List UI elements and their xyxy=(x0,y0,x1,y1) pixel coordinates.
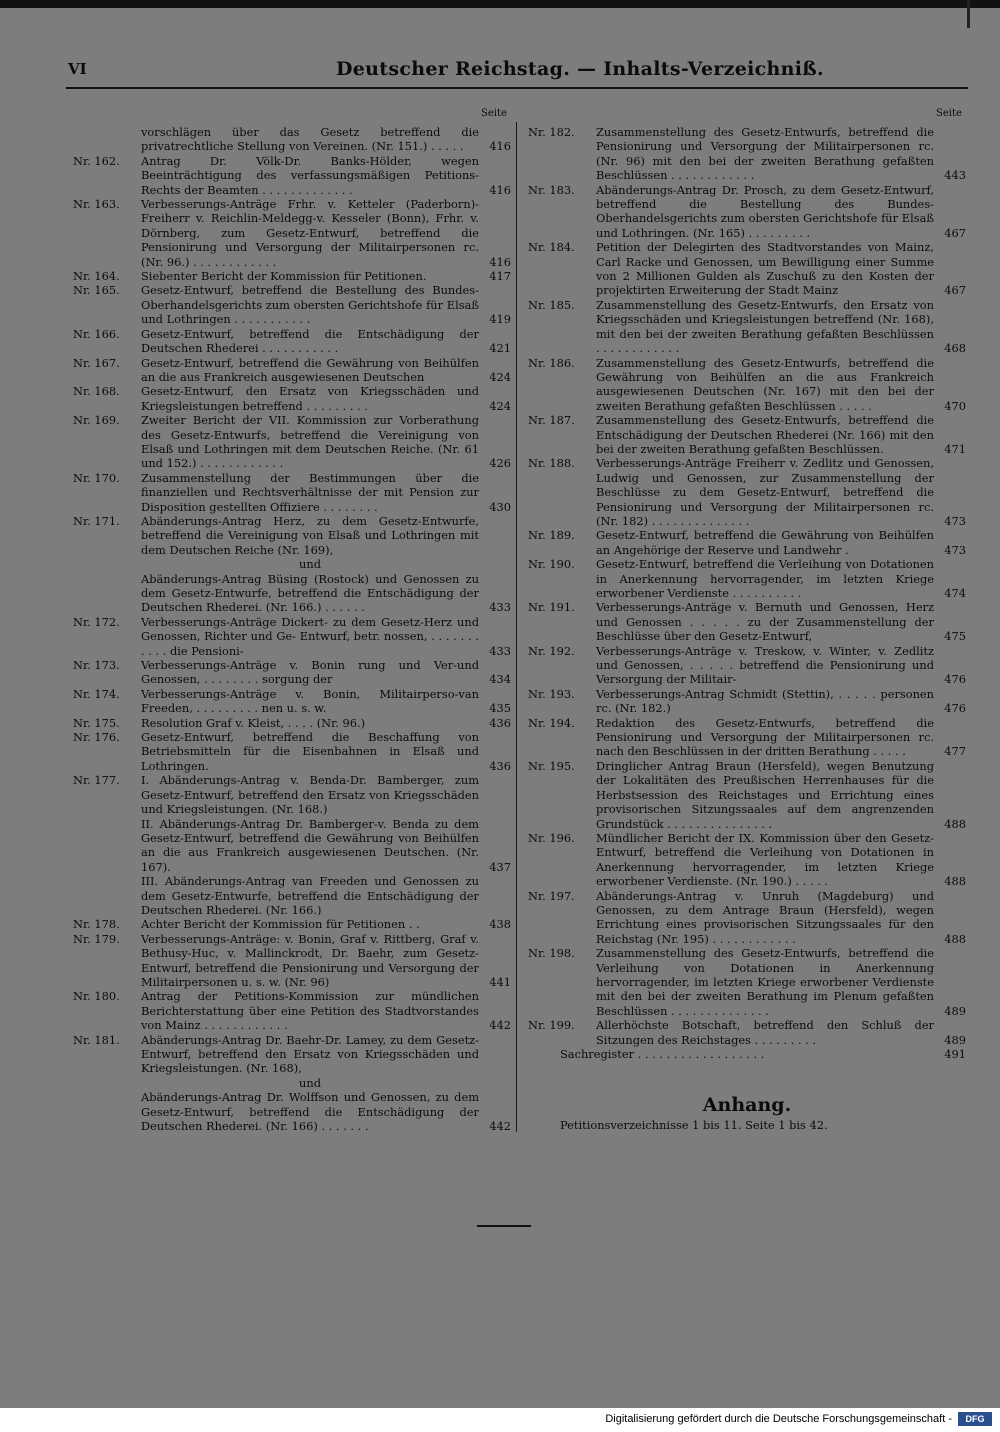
entry-body xyxy=(141,197,511,269)
left-entry xyxy=(73,989,511,1032)
entry-body xyxy=(141,557,511,571)
entry-page: 424 xyxy=(489,398,511,413)
entry-body xyxy=(596,687,966,716)
right-entry xyxy=(528,946,966,1018)
scan-mark xyxy=(967,0,970,28)
entry-text: Allerhöchste Botschaft, betreffend den Schluß der Sitzungen des Reichstages . . . . . . . . . xyxy=(596,1018,934,1047)
entry-number: Nr. 199. xyxy=(528,1018,575,1033)
entry-page: 491 xyxy=(944,1047,966,1061)
entry-text: III. Abänderungs-Antrag van Freeden und Genossen zu dem Gesetz-Entwurfe, betreffend die Entschädigung der Deutschen Rhederei. (Nr. 166.) xyxy=(141,874,479,917)
entry-body xyxy=(141,932,511,990)
entry-page: 470 xyxy=(944,398,966,413)
right-entry xyxy=(528,456,966,528)
entry-text: Verbesserungs-Anträge v. Bonin, Militairperso-van Freeden, . . . . . . . . . nen u. s. w. xyxy=(141,686,479,716)
left-entry xyxy=(73,1090,511,1133)
right-entry xyxy=(528,528,966,557)
entry-page: 424 xyxy=(489,369,511,384)
entry-number: Nr. 184. xyxy=(528,240,575,255)
entry-page: 434 xyxy=(489,672,511,687)
appendix-line: Petitionsverzeichnisse 1 bis 11. Seite 1 bis 42. xyxy=(560,1118,828,1132)
entry-text: Verbesserungs-Anträge v. Treskow, v. Winter, v. Zedlitz und Genossen, . . . . . betreffend die Pensionirung und Versorgung der Militair- xyxy=(596,643,934,687)
entry-body xyxy=(596,716,966,759)
entry-page: 430 xyxy=(489,499,511,514)
entry-number: Nr. 175. xyxy=(73,715,120,730)
top-scan-edge xyxy=(0,0,1000,8)
entry-page: 488 xyxy=(944,931,966,946)
entry-page: 435 xyxy=(489,701,511,716)
right-entry xyxy=(528,759,966,831)
entry-page: 477 xyxy=(944,744,966,759)
entry-text: und xyxy=(299,1075,321,1090)
entry-body xyxy=(596,889,966,947)
entry-page: 416 xyxy=(489,182,511,197)
right-entry xyxy=(528,600,966,643)
entry-body xyxy=(141,356,511,385)
right-entry xyxy=(528,413,966,456)
entry-body xyxy=(596,240,966,298)
entry-text: Abänderungs-Antrag Dr. Baehr-Dr. Lamey, zu dem Gesetz-Entwurf, betreffend den Ersatz von Kriegsschäden und Kriegsleistungen. (Nr. 168), xyxy=(141,1032,479,1076)
entry-page: 473 xyxy=(944,542,966,557)
entry-body xyxy=(141,125,511,154)
entry-body xyxy=(596,831,966,889)
entry-page: 471 xyxy=(944,441,966,456)
entry-body xyxy=(141,615,511,658)
entry-text: Abänderungs-Antrag Herz, zu dem Gesetz-Entwurfe, betreffend die Vereinigung von Elsaß und Lothringen mit dem Deutschen Reiche (Nr. 169), xyxy=(141,513,479,557)
entry-number: Nr. 187. xyxy=(528,413,575,428)
entry-body xyxy=(141,730,511,773)
right-entry xyxy=(528,831,966,889)
entry-number: Nr. 166. xyxy=(73,326,120,341)
entry-text: Mündlicher Bericht der IX. Kommission über den Gesetz-Entwurf, betreffend die Verleihung von Dotationen in Anerkennung hervorragender, im letzten Kriege erworbener Verdienste. (Nr. 190.) . . . . . xyxy=(596,830,934,889)
entry-text: II. Abänderungs-Antrag Dr. Bamberger-v. Benda zu dem Gesetz-Entwurf, betreffend die Gewährung von Beihülfen an die aus Frankreich ausgewiesenen Deutschen. (Nr. 167). xyxy=(141,816,479,874)
entry-body xyxy=(141,716,511,730)
left-entry xyxy=(73,327,511,356)
entry-body xyxy=(141,773,511,816)
left-entry xyxy=(73,557,511,571)
left-entry xyxy=(73,687,511,716)
entry-text: Gesetz-Entwurf, betreffend die Gewährung von Beihülfen an Angehörige der Reserve und Landwehr . xyxy=(596,528,934,557)
entry-page: 436 xyxy=(489,758,511,773)
entry-page: 442 xyxy=(489,1018,511,1033)
entry-text: Siebenter Bericht der Kommission für Petitionen. xyxy=(141,269,427,284)
left-entry xyxy=(73,356,511,385)
entry-text: Abänderungs-Antrag v. Unruh (Magdeburg) und Genossen, zu dem Antrage Braun (Hersfeld), wegen Errichtung eines provisorischen Sitzungssaales für den Reichstag (Nr. 195) . . . . . . . . . . . . xyxy=(596,888,934,946)
entry-page: 421 xyxy=(489,341,511,356)
right-entry xyxy=(528,125,966,183)
entry-text: Zusammenstellung des Gesetz-Entwurfs, betreffend die Gewährung von Beihülfen an die aus Frankreich ausgewiesenen Deutschen (Nr. 167) mit den bei der zweiten Berathung gefaßten Beschlüssen . . . . . xyxy=(596,355,934,413)
header-rule xyxy=(66,87,968,89)
right-entry xyxy=(528,687,966,716)
entry-body xyxy=(560,1047,966,1061)
entry-page: 441 xyxy=(489,974,511,989)
entry-body xyxy=(141,817,511,875)
dfg-logo: DFG xyxy=(958,1412,992,1426)
entry-page: 467 xyxy=(944,225,966,240)
entry-text: Gesetz-Entwurf, betreffend die Beschaffung von Betriebsmitteln für die Eisenbahnen in Elsaß und Lothringen. xyxy=(141,730,479,773)
entry-page: 417 xyxy=(489,269,511,284)
left-entry xyxy=(73,817,511,875)
left-entry xyxy=(73,269,511,283)
entry-body xyxy=(141,917,511,931)
right-entry xyxy=(528,356,966,414)
entry-body xyxy=(141,384,511,413)
entry-page: 475 xyxy=(944,629,966,644)
left-entry xyxy=(73,283,511,326)
column-divider xyxy=(516,122,517,1132)
left-entry xyxy=(73,932,511,990)
entry-page: 488 xyxy=(944,816,966,831)
entry-text: Zusammenstellung des Gesetz-Entwurfs, betreffend die Entschädigung der Deutschen Rhederei (Nr. 166) mit den bei der zweiten Berathung gefaßten Beschlüssen. xyxy=(596,413,934,456)
entry-page: 489 xyxy=(944,1032,966,1047)
right-entry xyxy=(528,183,966,241)
entry-number: Nr. 163. xyxy=(73,197,120,212)
entry-page: 489 xyxy=(944,1003,966,1018)
left-entry xyxy=(73,572,511,615)
entry-body xyxy=(596,356,966,414)
right-entry xyxy=(528,240,966,298)
entry-body xyxy=(141,874,511,917)
seite-label-right: Seite xyxy=(936,108,962,119)
right-entry xyxy=(528,716,966,759)
entry-body xyxy=(596,528,966,557)
entry-page: 433 xyxy=(489,643,511,658)
footer-credit: Digitalisierung gefördert durch die Deutsche Forschungsgemeinschaft - xyxy=(605,1413,952,1425)
entry-number: Nr. 169. xyxy=(73,413,120,428)
left-entry xyxy=(73,773,511,816)
entry-body xyxy=(596,557,966,600)
end-rule xyxy=(477,1225,531,1227)
left-entry xyxy=(73,917,511,931)
left-entry xyxy=(73,874,511,917)
entry-number: Nr. 182. xyxy=(528,125,575,139)
entry-text: Zusammenstellung des Gesetz-Entwurfs, betreffend die Verleihung von Dotationen in Anerkennung hervorragender, im letzten Kriege erworbener Verdienste mit den bei der zweiten Berathung im Plenum gefaßten Beschlüssen . . . . . . . . . . . . . . xyxy=(596,946,934,1018)
left-entry xyxy=(73,413,511,471)
entry-number: Nr. 195. xyxy=(528,758,575,773)
appendix-title: Anhang. xyxy=(702,1094,792,1116)
entry-body xyxy=(141,1090,511,1133)
entry-text: Verbesserungs-Anträge Freiherr v. Zedlitz und Genossen, Ludwig und Genossen, zur Zusammenstellung der Beschlüsse zu dem Gesetz-Entwurf, betreffend die Pensionirung und Versorgung der Militairpersonen rc. (Nr. 182) . . . . . . . . . . . . . . xyxy=(596,456,934,528)
entry-number: Nr. 170. xyxy=(73,470,120,485)
entry-text: Dringlicher Antrag Braun (Hersfeld), wegen Benutzung der Lokalitäten des Preußischen Herrenhauses für die Herbstsession des Reichstages und Errichtung eines provisorischen Sitzungssaales auf dem angrenzenden Grundstück . . . . . . . . . . . . . . . xyxy=(596,758,934,831)
entry-page: 467 xyxy=(944,283,966,298)
left-column xyxy=(73,125,511,1133)
right-entry xyxy=(528,557,966,600)
entry-number: Nr. 194. xyxy=(528,715,575,730)
right-entry xyxy=(560,1047,966,1061)
entry-body xyxy=(596,600,966,643)
entry-number: Nr. 177. xyxy=(73,773,120,788)
entry-number xyxy=(73,1076,141,1090)
entry-body xyxy=(596,125,966,183)
entry-text: Gesetz-Entwurf, betreffend die Verleihung von Dotationen in Anerkennung hervorragender, im letzten Kriege erworbener Verdienste . . . . . . . . . . xyxy=(596,557,934,600)
entry-page: 488 xyxy=(944,874,966,889)
entry-text: Verbesserungs-Anträge Frhr. v. Ketteler (Paderborn)-Freiherr v. Reichlin-Meldegg-v. Kesseler (Bonn), Frhr. v. Dörnberg, zum Gesetz-Entwurf, betreffend die Pensionirung und Versorgung der Militairpersonen rc. (Nr. 96.) . . . . . . . . . . . . xyxy=(141,197,479,269)
entry-number: Nr. 186. xyxy=(528,355,575,370)
entry-body xyxy=(596,456,966,528)
left-entry xyxy=(73,730,511,773)
right-entry xyxy=(528,298,966,356)
entry-text: Resolution Graf v. Kleist, . . . . (Nr. 96.) xyxy=(141,715,366,730)
entry-number xyxy=(73,125,141,154)
entry-number xyxy=(73,557,141,571)
entry-number: Nr. 197. xyxy=(528,888,575,903)
entry-text: Verbesserungs-Antrag Schmidt (Stettin), . . . . . personen rc. (Nr. 182.) xyxy=(596,686,934,716)
entry-page: 416 xyxy=(489,139,511,154)
entry-text: Zweiter Bericht der VII. Kommission zur Vorberathung des Gesetz-Entwurfs, betreffend die Vereinigung von Elsaß und Lothringen mit dem Deutschen Reiche. (Nr. 61 und 152.) . . . . . . . . . . . . xyxy=(141,413,479,471)
left-entry xyxy=(73,154,511,197)
entry-text: vorschlägen über das Gesetz betreffend die privatrechtliche Stellung von Vereinen. (Nr. 151.) . . . . . xyxy=(141,125,479,154)
entry-body xyxy=(141,413,511,471)
left-entry xyxy=(73,384,511,413)
entry-body xyxy=(596,1018,966,1047)
entry-body xyxy=(141,658,511,687)
entry-body xyxy=(141,514,511,557)
entry-page: 437 xyxy=(489,859,511,874)
entry-number: Nr. 183. xyxy=(528,182,575,197)
entry-number: Nr. 180. xyxy=(73,989,120,1004)
entry-text: Gesetz-Entwurf, betreffend die Gewährung von Beihülfen an die aus Frankreich ausgewiesenen Deutschen xyxy=(141,355,479,384)
left-entry xyxy=(73,658,511,687)
seite-label-left: Seite xyxy=(481,108,507,119)
entry-number: Nr. 165. xyxy=(73,283,120,298)
entry-number xyxy=(73,1090,141,1133)
entry-number: Nr. 162. xyxy=(73,153,120,168)
right-entry xyxy=(528,1018,966,1047)
entry-page: 416 xyxy=(489,254,511,269)
entry-number: Nr. 192. xyxy=(528,643,575,658)
entry-page: 442 xyxy=(489,1119,511,1134)
entry-number: Nr. 171. xyxy=(73,513,120,528)
entry-number xyxy=(73,572,141,615)
entry-body xyxy=(596,298,966,356)
entry-body xyxy=(141,327,511,356)
entry-number: Nr. 179. xyxy=(73,931,120,946)
right-column xyxy=(528,125,966,1061)
entry-number: Nr. 178. xyxy=(73,917,120,932)
footer-bar xyxy=(0,1408,1000,1432)
entry-body xyxy=(596,644,966,687)
entry-text: Verbesserungs-Anträge v. Bernuth und Genossen, Herz und Genossen . . . . . zu der Zusammenstellung der Beschlüsse über den Gesetz-Entwurf, xyxy=(596,600,934,644)
entry-text: Verbesserungs-Anträge Dickert- zu dem Gesetz-Herz und Genossen, Richter und Ge- Entwurf, betr. nossen, . . . . . . . . . . . die Pensioni- xyxy=(141,614,479,658)
entry-text: Gesetz-Entwurf, betreffend die Entschädigung der Deutschen Rhederei . . . . . . . . . . . xyxy=(141,326,479,356)
entry-page: 476 xyxy=(944,672,966,687)
entry-number: Nr. 167. xyxy=(73,355,120,370)
entry-text: Zusammenstellung des Gesetz-Entwurfs, betreffend die Pensionirung und Versorgung der Militairpersonen rc. (Nr. 96) mit den bei der zweiten Berathung gefaßten Beschlüssen . . . . . . . . . . . . xyxy=(596,125,934,183)
entry-text: Zusammenstellung des Gesetz-Entwurfs, den Ersatz von Kriegsschäden und Kriegsleistungen betreffend (Nr. 168), mit den bei der zweiten Berathung gefaßten Beschlüssen . . . . . . . . . . . . xyxy=(596,297,934,356)
entry-body xyxy=(141,283,511,326)
page-number: VI xyxy=(68,60,87,78)
entry-number: Nr. 190. xyxy=(528,557,575,572)
entry-number: Nr. 176. xyxy=(73,730,120,745)
entry-body xyxy=(596,413,966,456)
entry-text: Abänderungs-Antrag Dr. Prosch, zu dem Gesetz-Entwurf, betreffend die Bestellung des Bundes-Oberhandelsgerichts zum obersten Gerichtshofe für Elsaß und Lothringen. (Nr. 165) . . . . . . . . . xyxy=(596,182,934,240)
left-entry xyxy=(73,1076,511,1090)
entry-body xyxy=(141,989,511,1032)
entry-number: Nr. 172. xyxy=(73,614,120,629)
entry-text: I. Abänderungs-Antrag v. Benda-Dr. Bamberger, zum Gesetz-Entwurf, betreffend den Ersatz von Kriegsschäden und Kriegsleistungen. (Nr. 168.) xyxy=(141,773,479,817)
entry-text: Sachregister . . . . . . . . . . . . . . . . . . xyxy=(560,1047,765,1061)
entry-page: 419 xyxy=(489,312,511,327)
left-entry xyxy=(73,471,511,514)
entry-body xyxy=(141,471,511,514)
entry-page: 476 xyxy=(944,701,966,716)
entry-number xyxy=(73,817,141,875)
entry-text: Redaktion des Gesetz-Entwurfs, betreffend die Pensionirung und Versorgung der Militairpersonen rc. nach den Beschlüssen in der dritten Berathung . . . . . xyxy=(596,715,934,759)
entry-text: Antrag der Petitions-Kommission zur mündlichen Berichterstattung über eine Petition des Stadtvorstandes von Mainz . . . . . . . . . . . . xyxy=(141,989,479,1033)
entry-page: 468 xyxy=(944,341,966,356)
entry-number: Nr. 174. xyxy=(73,686,120,701)
left-entry xyxy=(73,125,511,154)
left-entry xyxy=(73,514,511,557)
entry-text: Verbesserungs-Anträge v. Bonin rung und Ver-und Genossen, . . . . . . . . sorgung der xyxy=(141,658,479,687)
entry-body xyxy=(141,269,511,283)
entry-body xyxy=(141,1033,511,1076)
entry-number: Nr. 173. xyxy=(73,658,120,673)
entry-page: 426 xyxy=(489,456,511,471)
running-title: Deutscher Reichstag. — Inhalts-Verzeichniß. xyxy=(336,58,824,80)
entry-text: Verbesserungs-Anträge: v. Bonin, Graf v. Rittberg, Graf v. Bethusy-Huc, v. Mallinckrodt, Dr. Baehr, zum Gesetz-Entwurf, betreffend die Pensionirung und Versorgung der Militairpersonen u. s. w. (Nr. 96) xyxy=(141,931,479,989)
entry-text: Gesetz-Entwurf, betreffend die Bestellung des Bundes-Oberhandelsgerichts zum obersten Gerichtshofe für Elsaß und Lothringen . . . . . . . . . . . xyxy=(141,283,479,327)
left-entry xyxy=(73,716,511,730)
left-entry xyxy=(73,197,511,269)
entry-number: Nr. 164. xyxy=(73,269,120,284)
entry-page: 474 xyxy=(944,586,966,600)
left-entry xyxy=(73,1033,511,1076)
entry-page: 473 xyxy=(944,513,966,528)
entry-number: Nr. 193. xyxy=(528,686,575,701)
entry-body xyxy=(141,1076,511,1090)
entry-number: Nr. 181. xyxy=(73,1032,120,1047)
entry-page: 436 xyxy=(489,715,511,730)
entry-body xyxy=(141,154,511,197)
entry-text: Abänderungs-Antrag Dr. Wolffson und Genossen, zu dem Gesetz-Entwurf, betreffend die Entschädigung der Deutschen Rhederei. (Nr. 166) . . . . . . . xyxy=(141,1090,479,1134)
entry-number: Nr. 168. xyxy=(73,384,120,399)
entry-number: Nr. 196. xyxy=(528,830,575,845)
entry-number: Nr. 191. xyxy=(528,600,575,615)
entry-body xyxy=(141,572,511,615)
entry-text: Gesetz-Entwurf, den Ersatz von Kriegsschäden und Kriegsleistungen betreffend . . . . . . . . . xyxy=(141,384,479,413)
entry-body xyxy=(596,183,966,241)
entry-text: Zusammenstellung der Bestimmungen über die finanziellen und Rechtsverhältnisse der mit Pension zur Disposition gestellten Offiziere . . . . . . . . xyxy=(141,470,479,514)
entry-page: 438 xyxy=(489,917,511,932)
right-entry xyxy=(528,889,966,947)
right-entry xyxy=(528,644,966,687)
entry-body xyxy=(141,687,511,716)
entry-text: Antrag Dr. Völk-Dr. Banks-Hölder, wegen Beeinträchtigung des verfassungsmäßigen Petitions-Rechts der Beamten . . . . . . . . . . . . . xyxy=(141,153,479,197)
entry-page: 433 xyxy=(489,600,511,615)
entry-text: Petition der Delegirten des Stadtvorstandes von Mainz, Carl Racke und Genossen, um Bewilligung einer Summe von 2 Millionen Gulden als Zuschuß zu den Kosten der projektirten Erweiterung der Stadt Mainz xyxy=(596,240,934,298)
entry-text: Achter Bericht der Kommission für Petitionen . . xyxy=(141,917,420,932)
entry-number: Nr. 188. xyxy=(528,456,575,471)
entry-number xyxy=(73,874,141,917)
entry-number: Nr. 185. xyxy=(528,297,575,312)
entry-text: und xyxy=(299,557,321,572)
entry-text: Abänderungs-Antrag Büsing (Rostock) und Genossen zu dem Gesetz-Entwurfe, betreffend die Entschädigung der Deutschen Rhederei. (Nr. 166.) . . . . . . xyxy=(141,571,479,615)
entry-number: Nr. 189. xyxy=(528,528,575,543)
left-entry xyxy=(73,615,511,658)
entry-number: Nr. 198. xyxy=(528,946,575,961)
entry-body xyxy=(596,759,966,831)
entry-body xyxy=(596,946,966,1018)
entry-page: 443 xyxy=(944,168,966,183)
